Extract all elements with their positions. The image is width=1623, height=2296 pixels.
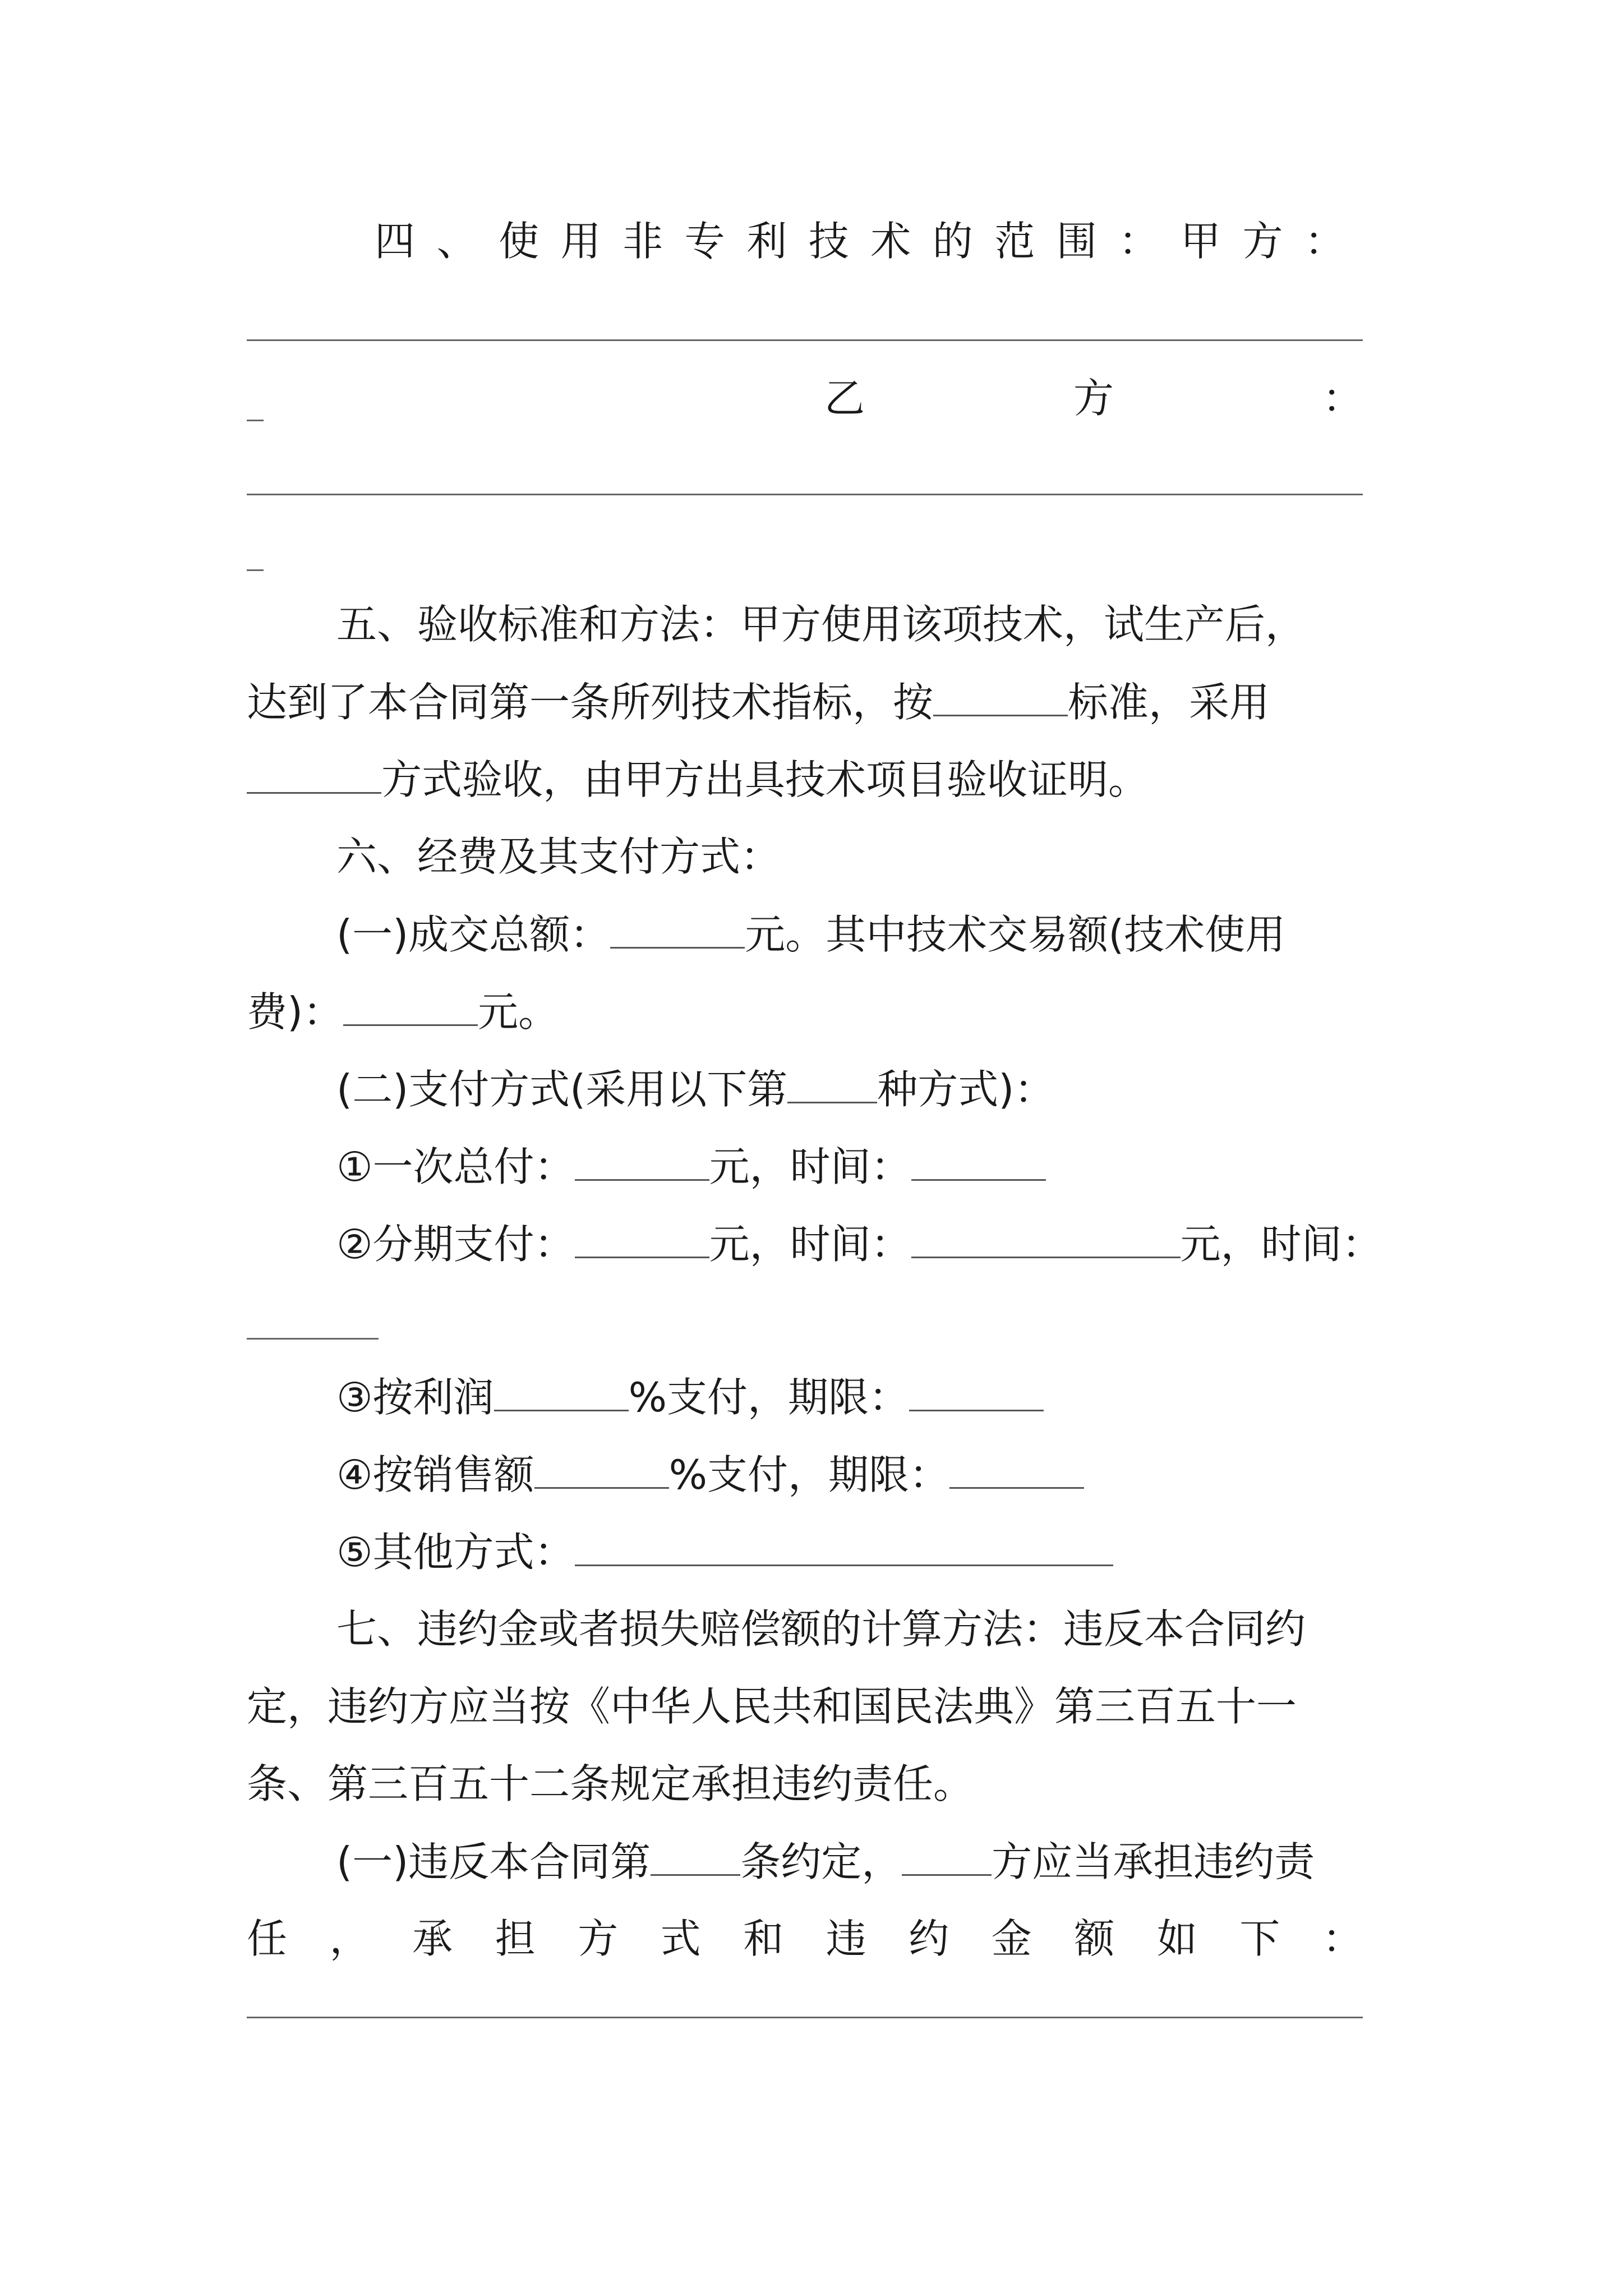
last-line-char: 担: [495, 1915, 536, 1962]
last-line-char: ，: [329, 1915, 370, 1962]
text: 条约定，: [740, 1838, 902, 1885]
text: ②分期支付：: [336, 1221, 575, 1268]
heading-char: ：: [1304, 218, 1345, 265]
heading-char: 围: [1056, 218, 1097, 265]
heading-char: 非: [623, 218, 663, 265]
heading-char: 甲: [1180, 218, 1221, 265]
text: 元，时间：: [709, 1143, 911, 1190]
text: 费)：: [247, 988, 344, 1036]
blank-line-end: [247, 569, 264, 571]
heading-char: 四: [375, 218, 416, 265]
total-amount-line: [336, 909, 1285, 959]
last-line-char: ：: [1322, 1915, 1363, 1962]
last-line-char: 任: [247, 1915, 288, 1962]
text: ③按利润: [336, 1374, 494, 1421]
text: 达到了本合同第一条所列技术指标，按: [247, 679, 934, 726]
text: 方应当承担违约责: [992, 1838, 1315, 1885]
text: 方式验收，由甲方出具技术项目验收证明。: [381, 756, 1149, 803]
text: (二)支付方式(采用以下第: [336, 1066, 788, 1113]
blank-field: [933, 677, 1068, 716]
blank-field: [911, 1141, 1046, 1181]
section7-sub1-line: [336, 1836, 1315, 1887]
party-b-char: 乙: [824, 375, 865, 422]
text: (一)违反本合同第: [336, 1838, 651, 1885]
text: %支付，期限：: [668, 1451, 949, 1498]
text: ①一次总付：: [336, 1143, 575, 1190]
party-b-char: 方: [1073, 375, 1114, 422]
blank-line: [247, 339, 1363, 341]
last-line-char: 额: [1074, 1915, 1115, 1962]
last-line-char: 下: [1239, 1915, 1280, 1962]
blank-field: [575, 1218, 709, 1258]
heading-char: 用: [560, 218, 601, 265]
heading-char: 范: [994, 218, 1035, 265]
option4-line: [336, 1449, 1084, 1499]
last-line-char: 如: [1156, 1915, 1197, 1962]
text: (一)成交总额：: [336, 911, 611, 958]
heading-char: 技: [808, 218, 849, 265]
heading-char: 方: [1242, 218, 1283, 265]
blank-field: [575, 1526, 1113, 1566]
text: ⑤其他方式：: [336, 1529, 575, 1576]
heading-char: 使: [499, 218, 540, 265]
last-line-char: 违: [826, 1915, 866, 1962]
heading-char: 专: [684, 218, 725, 265]
blank-field: [534, 1449, 669, 1489]
blank-field: [902, 1836, 992, 1876]
blank-line: [247, 2017, 1363, 2018]
heading-char: 的: [932, 218, 973, 265]
text: 标准，采用: [1068, 679, 1270, 726]
option1-line: [336, 1141, 1046, 1191]
section6-heading: 六、经费及其支付方式：: [336, 833, 781, 880]
last-line-char: 金: [991, 1915, 1032, 1962]
text: 元。: [478, 988, 559, 1036]
blank-line-end: [247, 420, 264, 421]
blank-line: [247, 494, 1363, 495]
text: 元，时间：: [1180, 1221, 1382, 1268]
text: %支付，期限：: [628, 1374, 909, 1421]
heading-char: ：: [1118, 218, 1159, 265]
blank-line: [247, 1338, 379, 1340]
option2-line: [336, 1218, 1382, 1269]
payment-method-line: [336, 1064, 1054, 1114]
section7-line3: 条、第三百五十二条规定承担违约责任。: [247, 1760, 974, 1807]
blank-field: [909, 1372, 1044, 1411]
last-line-char: 和: [743, 1915, 784, 1962]
blank-field: [343, 986, 478, 1026]
option3-line: [336, 1372, 1044, 1422]
last-line-char: 式: [660, 1915, 701, 1962]
last-line-char: 约: [909, 1915, 949, 1962]
last-line-char: 方: [578, 1915, 619, 1962]
section7-line2: 定，违约方应当按《中华人民共和国民法典》第三百五十一: [247, 1683, 1297, 1730]
text: ④按销售额: [336, 1451, 534, 1498]
blank-field: [787, 1064, 877, 1103]
blank-field: [247, 754, 381, 794]
fee-line: [247, 986, 559, 1037]
text: 元，时间：: [709, 1221, 911, 1268]
blank-field: [911, 1218, 1181, 1258]
blank-field: [494, 1372, 629, 1411]
heading-char: 利: [746, 218, 787, 265]
section4-heading: [375, 216, 1345, 266]
blank-field: [610, 909, 745, 949]
section5-line1: 五、验收标准和方法：甲方使用该项技术，试生产后，: [336, 601, 1306, 648]
text: 元。其中技术交易额(技术使用: [745, 911, 1286, 958]
party-b-line: [824, 373, 1363, 424]
blank-field: [575, 1141, 709, 1181]
section7-last-line: [247, 1913, 1363, 1964]
text: 种方式)：: [877, 1066, 1055, 1113]
blank-field: [949, 1449, 1084, 1489]
party-b-char: ：: [1322, 375, 1363, 422]
last-line-char: 承: [412, 1915, 453, 1962]
section5-line3: [247, 754, 1149, 804]
section5-line2: [247, 677, 1270, 727]
heading-char: 、: [436, 218, 477, 265]
section7-line1: 七、违约金或者损失赔偿额的计算方法：违反本合同约: [336, 1605, 1306, 1653]
heading-char: 术: [870, 218, 911, 265]
blank-field: [651, 1836, 740, 1876]
option5-line: [336, 1526, 1113, 1577]
